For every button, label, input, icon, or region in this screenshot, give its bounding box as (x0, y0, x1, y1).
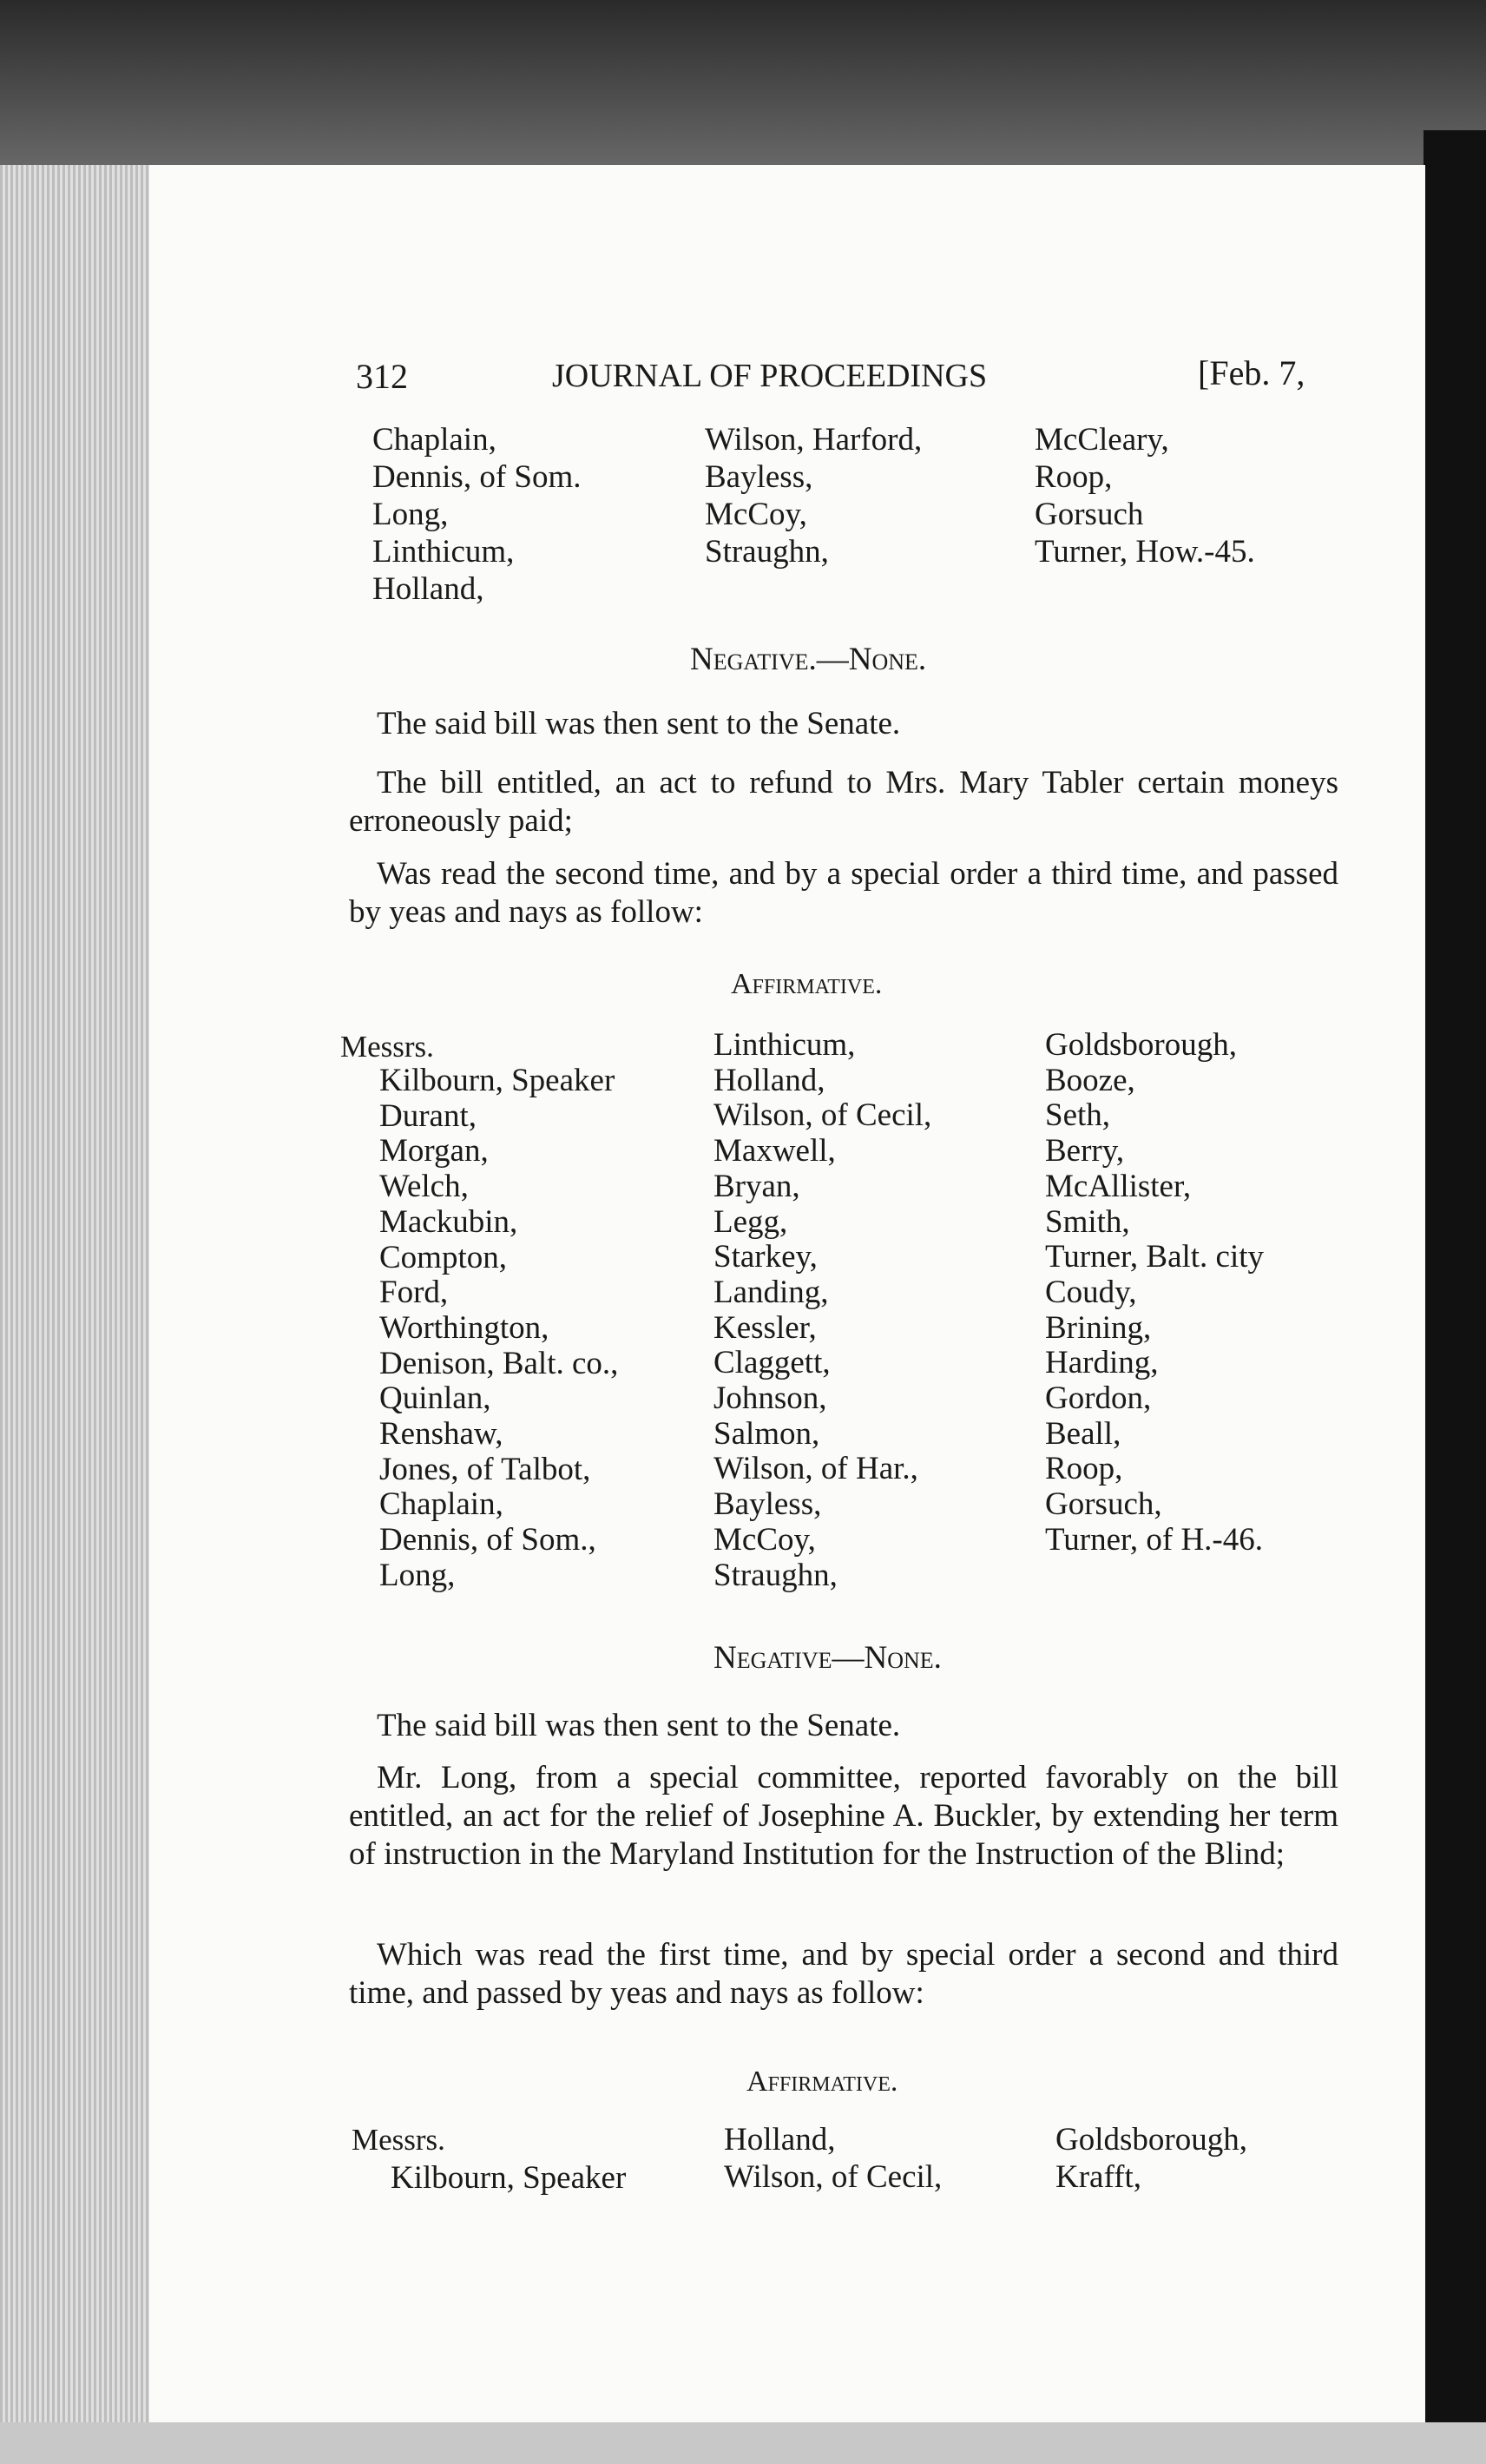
scan-right-edge (1424, 130, 1486, 2464)
vote2-heading: Affirmative. (731, 968, 883, 1000)
name: Long, (372, 497, 449, 532)
name: Krafft, (1055, 2159, 1141, 2195)
name: Linthicum, (713, 1027, 856, 1063)
page-number: 312 (356, 357, 408, 396)
vote3-heading: Affirmative. (746, 2065, 898, 2098)
vote1-negative: Negative.—None. (690, 642, 927, 677)
scan-background (0, 0, 1486, 174)
name: Renshaw, (379, 1416, 503, 1453)
name: Linthicum, (372, 534, 515, 570)
name: Wilson, of Cecil, (724, 2159, 943, 2195)
name: Jones, of Talbot, (379, 1451, 591, 1487)
name: Holland, (713, 1062, 825, 1098)
name: Wilson, of Cecil, (713, 1097, 932, 1134)
name: Maxwell, (713, 1133, 836, 1169)
name: Legg, (713, 1203, 788, 1240)
name: Wilson, of Har., (713, 1451, 918, 1487)
name: Turner, Balt. city (1045, 1239, 1265, 1275)
name: Goldsborough, (1055, 2122, 1247, 2158)
name: Bryan, (713, 1168, 800, 1204)
name: Long, (379, 1557, 456, 1593)
name: Wilson, Harford, (705, 422, 923, 458)
name: Straughn, (705, 534, 829, 570)
paragraph: Which was read the first time, and by special order a second and third time, and passed by yeas and nays as follow: (349, 1937, 1338, 2011)
name: Morgan, (379, 1133, 489, 1169)
name: Worthington, (379, 1309, 549, 1346)
vote1-col2 (705, 421, 922, 570)
vote2-col1 (379, 1064, 618, 1594)
name: Beall, (1045, 1415, 1121, 1452)
paragraph: The said bill was then sent to the Senate. (377, 706, 901, 741)
name: McCoy, (713, 1521, 816, 1558)
name: Claggett, (713, 1345, 831, 1381)
vote2-negative: Negative—None. (713, 1640, 942, 1676)
running-title: JOURNAL OF PROCEEDINGS (552, 358, 988, 394)
name: Holland, (724, 2122, 836, 2158)
name: Landing, (713, 1274, 829, 1310)
name: Kilbourn, Speaker (379, 1063, 615, 1098)
name: McCoy, (705, 497, 807, 532)
name: Gorsuch, (1045, 1486, 1162, 1523)
scan-bottom (0, 2422, 1486, 2464)
vote1-col3 (1035, 421, 1255, 570)
name: Chaplain, (372, 422, 496, 458)
running-date: [Feb. 7, (1198, 353, 1305, 392)
name: Holland, (372, 571, 484, 607)
name: Turner, How.-45. (1035, 534, 1255, 570)
name: Booze, (1045, 1062, 1135, 1098)
name: Turner, of H.-46. (1045, 1521, 1263, 1558)
name: Harding, (1045, 1345, 1159, 1381)
paragraph: The said bill was then sent to the Senate. (377, 1708, 901, 1743)
name: Roop, (1035, 459, 1113, 495)
vote1-col1 (372, 421, 582, 608)
name: Coudy, (1045, 1274, 1137, 1310)
paragraph: Mr. Long, from a special committee, reported favorably on the bill entitled, an act for the relief of Josephine A. Buckler, by extending her term of instruction in the Maryland Institution for the Instruction of the Blind; (349, 1760, 1338, 1872)
name: McAllister, (1045, 1168, 1192, 1204)
name: Mackubin, (379, 1203, 518, 1240)
vote2-col2 (713, 1028, 931, 1593)
name: Welch, (379, 1169, 469, 1205)
name: McCleary, (1035, 422, 1169, 458)
name: Johnson, (713, 1380, 827, 1417)
name: Starkey, (713, 1239, 818, 1275)
name: Seth, (1045, 1097, 1111, 1134)
name: Bayless, (713, 1486, 822, 1523)
name: Durant, (379, 1097, 477, 1134)
name: Dennis, of Som., (379, 1522, 596, 1558)
name: Smith, (1045, 1203, 1130, 1240)
name: Compton, (379, 1239, 507, 1275)
name: Quinlan, (379, 1380, 491, 1417)
name: Berry, (1045, 1133, 1125, 1169)
vote3-col2 (724, 2121, 942, 2196)
vote3-col3 (1055, 2121, 1247, 2196)
name: Kilbourn, Speaker (391, 2160, 627, 2196)
name: Straughn, (713, 1557, 838, 1593)
name: Roop, (1045, 1451, 1123, 1487)
name: Kessler, (713, 1309, 817, 1346)
name: Ford, (379, 1275, 449, 1311)
name: Chaplain, (379, 1486, 503, 1523)
paragraph: The bill entitled, an act to refund to Mrs. Mary Tabler certain moneys erroneously paid; (349, 765, 1338, 839)
name: Dennis, of Som. (372, 459, 582, 495)
name: Goldsborough, (1045, 1027, 1237, 1063)
vote2-messrs: Messrs. (340, 1030, 434, 1064)
name: Gordon, (1045, 1380, 1152, 1417)
vote3-messrs: Messrs. (352, 2123, 445, 2157)
book-page-edges (0, 165, 152, 2440)
name: Salmon, (713, 1415, 820, 1452)
paragraph: Was read the second time, and by a special order a third time, and passed by yeas and nays as follow: (349, 856, 1338, 930)
name: Gorsuch (1035, 497, 1144, 532)
name: Brining, (1045, 1309, 1152, 1346)
name: Bayless, (705, 459, 813, 495)
name: Denison, Balt. co., (379, 1345, 619, 1381)
vote2-col3 (1045, 1028, 1264, 1558)
